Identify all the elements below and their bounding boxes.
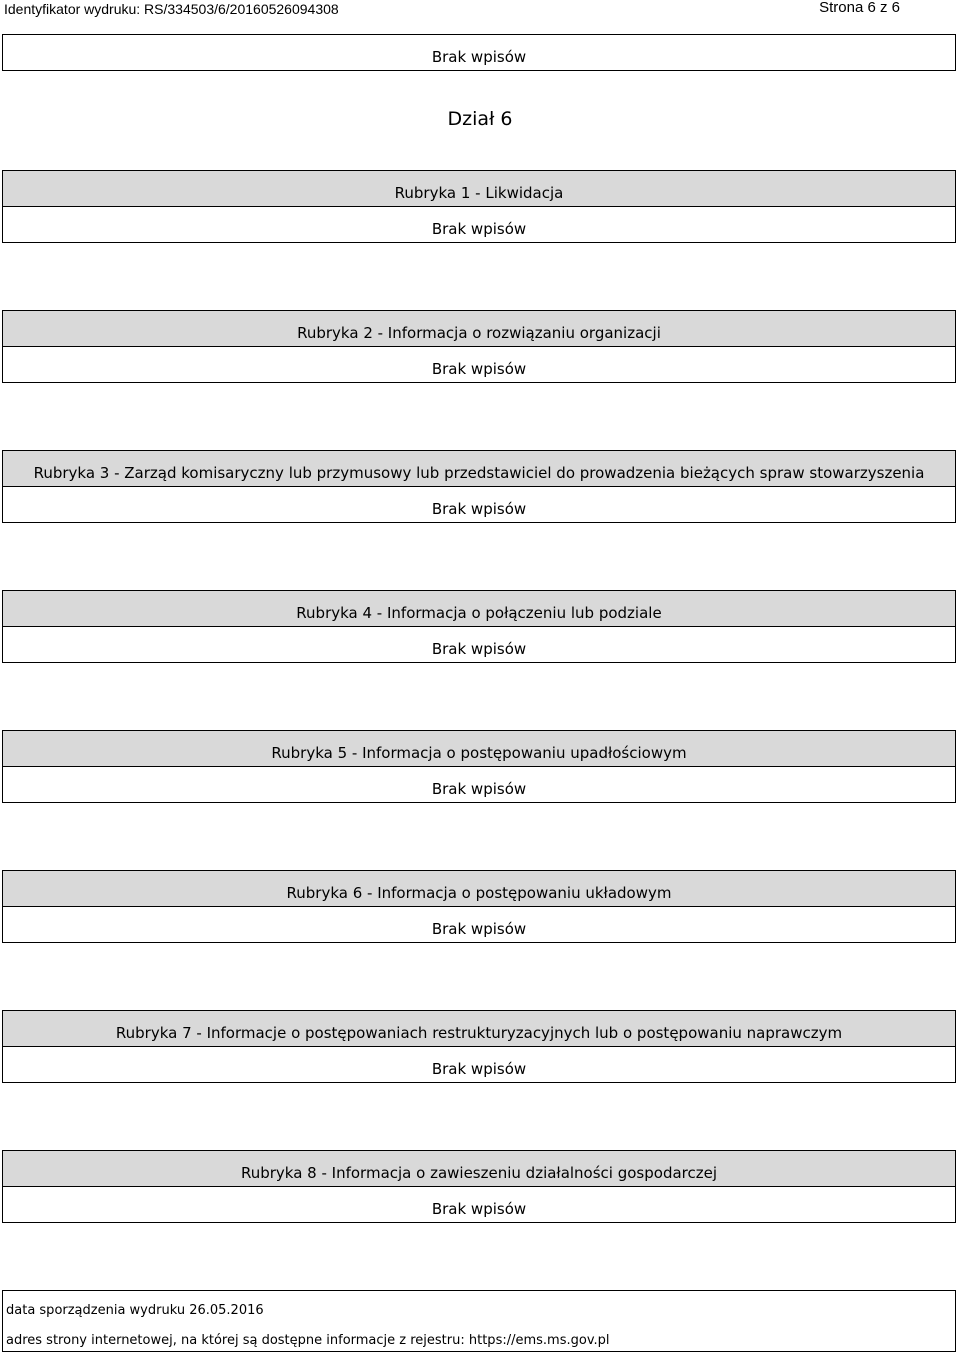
rubryka-4-title: Rubryka 4 - Informacja o połączeniu lub podziale	[296, 604, 662, 622]
rubryka-5-title: Rubryka 5 - Informacja o postępowaniu upadłościowym	[271, 744, 687, 762]
top-entry-box	[2, 34, 956, 71]
rubryka-5-title-box	[2, 730, 956, 767]
print-footer	[2, 1290, 956, 1352]
rubryka-2-title: Rubryka 2 - Informacja o rozwiązaniu organizacji	[297, 324, 661, 342]
rubryka-3-value-box	[2, 486, 956, 523]
rubryka-8-value: Brak wpisów	[431, 1200, 527, 1218]
rubryka-6-title: Rubryka 6 - Informacja o postępowaniu układowym	[286, 884, 672, 902]
rubryka-8-title-box	[2, 1150, 956, 1187]
print-header	[0, 0, 960, 18]
rubryka-7-title-box	[2, 1010, 956, 1047]
section-heading: Dział 6	[447, 108, 513, 130]
rubryka-8-value-box	[2, 1186, 956, 1223]
rubryka-5-value-box	[2, 766, 956, 803]
rubryka-2-value-box	[2, 346, 956, 383]
top-entry-value: Brak wpisów	[431, 48, 527, 66]
rubryka-4-title-box	[2, 590, 956, 627]
rubryka-6-value: Brak wpisów	[431, 920, 527, 938]
rubryka-4-value-box	[2, 626, 956, 663]
rubryka-8-title: Rubryka 8 - Informacja o zawieszeniu działalności gospodarczej	[240, 1164, 718, 1182]
print-date: data sporządzenia wydruku 26.05.2016	[6, 1303, 264, 1318]
rubryka-3-title: Rubryka 3 - Zarząd komisaryczny lub przymusowy lub przedstawiciel do prowadzenia bieżących spraw stowarzyszenia	[33, 464, 925, 482]
registry-address: adres strony internetowej, na której są dostępne informacje z rejestru: https://ems.ms.gov.pl	[6, 1333, 610, 1348]
rubryka-7-value-box	[2, 1046, 956, 1083]
rubryka-3-title-box	[2, 450, 956, 487]
rubryka-5-value: Brak wpisów	[431, 780, 527, 798]
rubryka-7-value: Brak wpisów	[431, 1060, 527, 1078]
rubryka-1-title-box	[2, 170, 956, 207]
rubryka-3-value: Brak wpisów	[431, 500, 527, 518]
page-number: Strona 6 z 6	[819, 0, 900, 16]
rubryka-1-value: Brak wpisów	[431, 220, 527, 238]
rubryka-4-value: Brak wpisów	[431, 640, 527, 658]
rubryka-1-value-box	[2, 206, 956, 243]
rubryka-6-value-box	[2, 906, 956, 943]
print-identifier: Identyfikator wydruku: RS/334503/6/20160526094308	[4, 1, 339, 17]
rubryka-2-title-box	[2, 310, 956, 347]
rubryka-7-title: Rubryka 7 - Informacje o postępowaniach restrukturyzacyjnych lub o postępowaniu naprawczym	[115, 1024, 843, 1042]
rubryka-1-title: Rubryka 1 - Likwidacja	[394, 184, 564, 202]
rubryka-2-value: Brak wpisów	[431, 360, 527, 378]
rubryka-6-title-box	[2, 870, 956, 907]
